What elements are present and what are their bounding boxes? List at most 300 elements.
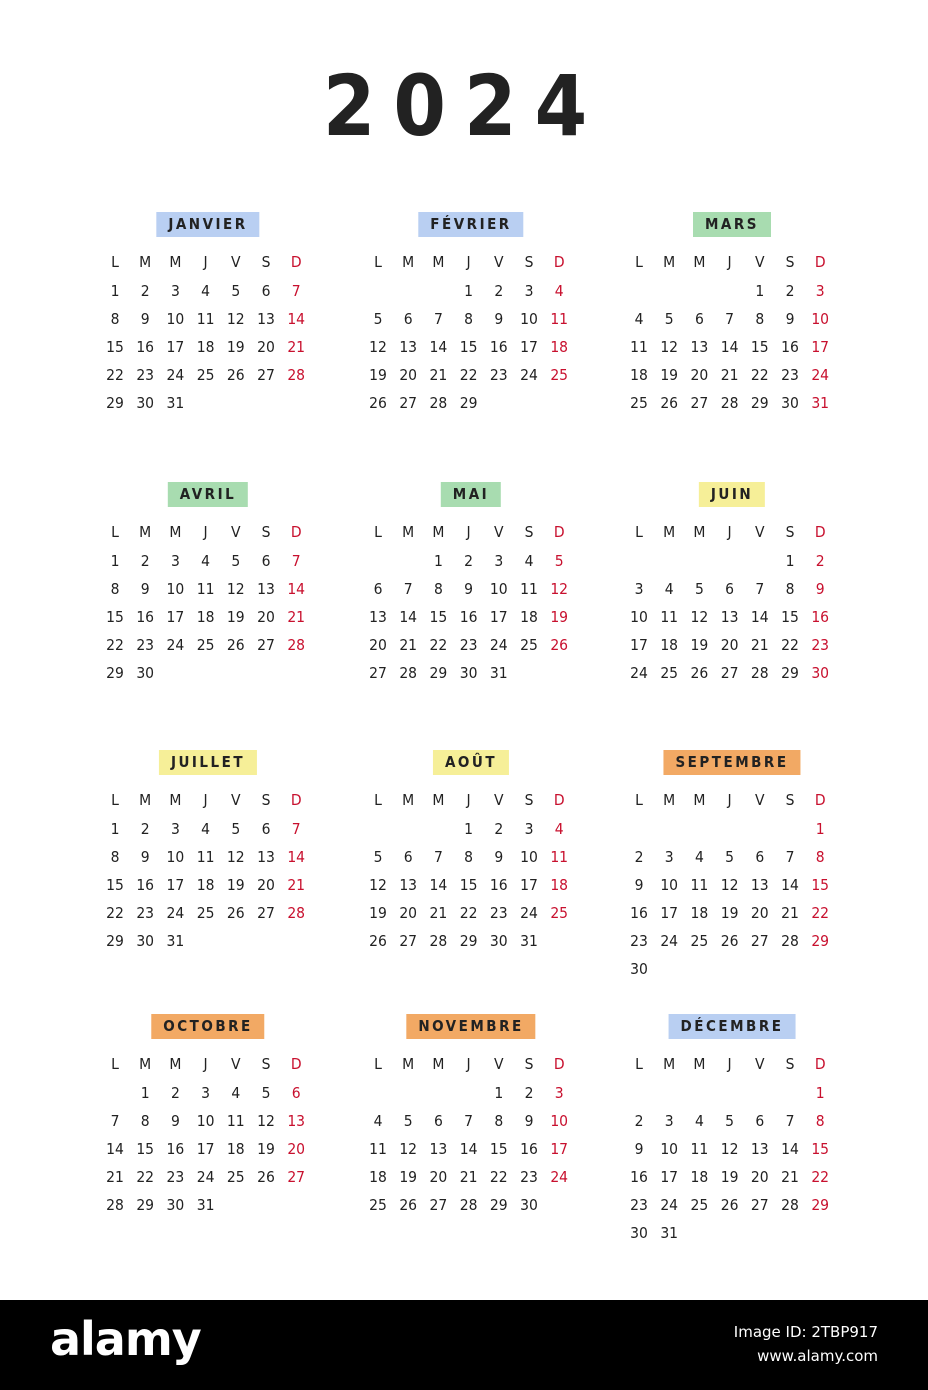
day-cell: 18 (550, 876, 569, 894)
day-cell: 2 (464, 552, 474, 570)
day-cell: 28 (459, 1196, 478, 1214)
day-cell: 15 (750, 338, 769, 356)
day-cell: 27 (399, 394, 418, 412)
day-cell: 29 (459, 394, 478, 412)
day-cell: 29 (781, 664, 799, 682)
day-cell: 9 (785, 310, 795, 328)
day-cell: 22 (750, 366, 769, 384)
weekday-header: M (663, 791, 676, 809)
weekday-header: M (402, 1055, 415, 1073)
day-cell: 13 (750, 876, 769, 894)
weekday-header: J (727, 1055, 732, 1073)
day-cell: 6 (261, 820, 271, 838)
day-cell: 8 (110, 848, 120, 866)
day-cell: 24 (660, 1196, 679, 1214)
day-cell: 22 (781, 636, 799, 654)
day-cell: 24 (811, 366, 830, 384)
day-cell: 14 (429, 876, 448, 894)
alamy-logo: alamy (50, 1312, 201, 1366)
weekday-header: S (261, 253, 271, 271)
day-cell: 1 (815, 1084, 825, 1102)
day-cell: 13 (369, 608, 387, 626)
day-cell: 31 (660, 1224, 679, 1242)
day-cell: 7 (785, 1112, 795, 1130)
day-cell: 24 (489, 636, 508, 654)
day-cell: 21 (429, 366, 448, 384)
day-cell: 12 (690, 608, 709, 626)
day-cell: 14 (750, 608, 769, 626)
day-cell: 18 (520, 608, 538, 626)
day-cell: 26 (660, 394, 679, 412)
day-cell: 2 (785, 282, 795, 300)
day-cell: 8 (494, 1112, 504, 1130)
day-cell: 13 (690, 338, 709, 356)
day-cell: 30 (811, 664, 830, 682)
day-cell: 6 (261, 552, 271, 570)
day-cell: 6 (291, 1084, 301, 1102)
day-cell: 27 (257, 904, 275, 922)
weekday-header: D (553, 253, 565, 271)
weekday-header: M (139, 253, 152, 271)
weekday-header: V (494, 1055, 504, 1073)
weekday-header: L (635, 523, 643, 541)
day-cell: 20 (257, 608, 275, 626)
footer-meta (734, 1320, 878, 1368)
day-cell: 16 (630, 1168, 648, 1186)
day-cell: 18 (196, 608, 215, 626)
day-cell: 24 (520, 366, 538, 384)
day-cell: 5 (261, 1084, 271, 1102)
day-cell: 28 (429, 932, 448, 950)
day-cell: 5 (725, 1112, 735, 1130)
day-cell: 4 (554, 820, 564, 838)
day-cell: 4 (694, 848, 704, 866)
day-cell: 2 (140, 282, 150, 300)
day-cell: 14 (287, 580, 306, 598)
day-cell: 5 (373, 848, 383, 866)
day-cell: 17 (811, 338, 830, 356)
day-cell: 30 (136, 664, 155, 682)
day-cell: 11 (660, 608, 679, 626)
day-cell: 26 (226, 366, 245, 384)
day-cell: 30 (630, 1224, 648, 1242)
day-cell: 23 (630, 1196, 648, 1214)
day-cell: 31 (811, 394, 830, 412)
weekday-header: D (814, 253, 826, 271)
weekday-header: V (231, 791, 241, 809)
weekday-header: M (402, 253, 415, 271)
weekday-header: D (553, 523, 565, 541)
day-cell: 28 (750, 664, 769, 682)
day-cell: 18 (630, 366, 648, 384)
day-cell: 17 (520, 876, 538, 894)
day-cell: 7 (464, 1112, 474, 1130)
day-cell: 30 (781, 394, 799, 412)
day-cell: 5 (664, 310, 674, 328)
weekday-header: J (466, 253, 471, 271)
month-label: MAI (441, 482, 501, 507)
day-cell: 9 (140, 580, 150, 598)
day-cell: 26 (257, 1168, 275, 1186)
day-cell: 13 (429, 1140, 448, 1158)
day-cell: 8 (785, 580, 795, 598)
day-cell: 14 (459, 1140, 478, 1158)
day-cell: 2 (634, 1112, 644, 1130)
day-cell: 6 (433, 1112, 443, 1130)
day-cell: 19 (257, 1140, 275, 1158)
day-cell: 5 (231, 820, 241, 838)
day-cell: 3 (815, 282, 825, 300)
day-cell: 17 (166, 608, 185, 626)
day-cell: 14 (287, 848, 306, 866)
day-cell: 6 (403, 848, 413, 866)
day-cell: 10 (660, 876, 679, 894)
day-cell: 4 (554, 282, 564, 300)
day-cell: 9 (634, 1140, 644, 1158)
day-cell: 7 (291, 282, 301, 300)
day-cell: 27 (287, 1168, 306, 1186)
day-cell: 15 (811, 876, 830, 894)
day-cell: 16 (489, 876, 508, 894)
weekday-header: J (727, 791, 732, 809)
weekday-header: V (231, 523, 241, 541)
day-cell: 1 (140, 1084, 150, 1102)
day-cell: 12 (226, 310, 245, 328)
day-cell: 27 (369, 664, 387, 682)
day-cell: 23 (459, 636, 478, 654)
day-cell: 10 (660, 1140, 679, 1158)
day-cell: 24 (196, 1168, 215, 1186)
day-cell: 12 (369, 876, 387, 894)
day-cell: 28 (399, 664, 418, 682)
day-cell: 30 (630, 960, 648, 978)
day-cell: 17 (520, 338, 538, 356)
day-cell: 26 (720, 932, 739, 950)
day-cell: 31 (520, 932, 538, 950)
day-cell: 8 (140, 1112, 150, 1130)
day-cell: 20 (750, 904, 769, 922)
weekday-header: L (374, 791, 382, 809)
weekday-header: M (402, 523, 415, 541)
day-cell: 10 (166, 310, 185, 328)
day-cell: 18 (226, 1140, 245, 1158)
day-cell: 16 (520, 1140, 538, 1158)
day-cell: 9 (464, 580, 474, 598)
day-cell: 8 (815, 848, 825, 866)
day-cell: 1 (755, 282, 765, 300)
weekday-header: V (231, 1055, 241, 1073)
day-cell: 3 (634, 580, 644, 598)
day-cell: 20 (399, 366, 418, 384)
day-cell: 18 (550, 338, 569, 356)
weekday-header: J (203, 253, 208, 271)
day-cell: 22 (106, 366, 124, 384)
weekday-header: D (814, 523, 826, 541)
day-cell: 30 (459, 664, 478, 682)
weekday-header: L (374, 1055, 382, 1073)
day-cell: 22 (489, 1168, 508, 1186)
day-cell: 7 (291, 552, 301, 570)
day-cell: 25 (196, 904, 215, 922)
weekday-header: D (814, 791, 826, 809)
day-cell: 7 (755, 580, 765, 598)
day-cell: 5 (554, 552, 564, 570)
day-cell: 2 (815, 552, 825, 570)
weekday-header: D (553, 1055, 565, 1073)
day-cell: 9 (494, 310, 504, 328)
weekday-header: J (466, 1055, 471, 1073)
day-cell: 21 (287, 338, 306, 356)
day-cell: 29 (489, 1196, 508, 1214)
day-cell: 23 (811, 636, 830, 654)
day-cell: 11 (196, 310, 215, 328)
day-cell: 6 (755, 848, 765, 866)
day-cell: 20 (429, 1168, 448, 1186)
day-cell: 22 (459, 904, 478, 922)
day-cell: 15 (459, 876, 478, 894)
day-cell: 16 (136, 338, 155, 356)
weekday-header: V (231, 253, 241, 271)
day-cell: 29 (106, 394, 124, 412)
day-cell: 19 (399, 1168, 418, 1186)
day-cell: 15 (106, 338, 124, 356)
day-cell: 17 (166, 338, 185, 356)
day-cell: 26 (369, 932, 387, 950)
day-cell: 4 (664, 580, 674, 598)
day-cell: 20 (369, 636, 387, 654)
day-cell: 10 (550, 1112, 569, 1130)
day-cell: 22 (811, 1168, 830, 1186)
weekday-header: L (111, 791, 119, 809)
day-cell: 29 (106, 932, 124, 950)
weekday-header: L (374, 253, 382, 271)
weekday-header: S (524, 1055, 534, 1073)
day-cell: 11 (520, 580, 538, 598)
day-cell: 17 (196, 1140, 215, 1158)
day-cell: 4 (373, 1112, 383, 1130)
weekday-header: V (494, 523, 504, 541)
day-cell: 5 (694, 580, 704, 598)
day-cell: 10 (196, 1112, 215, 1130)
day-cell: 17 (660, 1168, 679, 1186)
day-cell: 22 (459, 366, 478, 384)
day-cell: 23 (630, 932, 648, 950)
day-cell: 26 (369, 394, 387, 412)
day-cell: 4 (201, 282, 211, 300)
day-cell: 9 (140, 310, 150, 328)
day-cell: 17 (660, 904, 679, 922)
day-cell: 1 (110, 552, 120, 570)
day-cell: 10 (166, 580, 185, 598)
day-cell: 7 (291, 820, 301, 838)
day-cell: 16 (489, 338, 508, 356)
day-cell: 13 (750, 1140, 769, 1158)
day-cell: 24 (166, 636, 185, 654)
day-cell: 10 (166, 848, 185, 866)
weekday-header: D (553, 791, 565, 809)
weekday-header: S (524, 791, 534, 809)
day-cell: 14 (781, 1140, 799, 1158)
day-cell: 11 (550, 310, 569, 328)
day-cell: 19 (550, 608, 569, 626)
day-cell: 12 (399, 1140, 418, 1158)
day-cell: 6 (694, 310, 704, 328)
day-cell: 19 (226, 608, 245, 626)
day-cell: 2 (634, 848, 644, 866)
weekday-header: S (785, 253, 795, 271)
day-cell: 30 (136, 394, 155, 412)
day-cell: 18 (196, 338, 215, 356)
day-cell: 28 (781, 1196, 799, 1214)
day-cell: 7 (433, 848, 443, 866)
day-cell: 22 (811, 904, 830, 922)
day-cell: 26 (690, 664, 709, 682)
day-cell: 12 (550, 580, 569, 598)
day-cell: 15 (106, 876, 124, 894)
weekday-header: J (466, 791, 471, 809)
day-cell: 20 (690, 366, 709, 384)
day-cell: 27 (720, 664, 739, 682)
weekday-header: M (693, 253, 706, 271)
image-id: Image ID: 2TBP917 (733, 1323, 878, 1341)
day-cell: 14 (720, 338, 739, 356)
day-cell: 5 (373, 310, 383, 328)
month-label: JUILLET (159, 750, 257, 775)
day-cell: 12 (369, 338, 387, 356)
day-cell: 26 (550, 636, 569, 654)
day-cell: 25 (196, 636, 215, 654)
weekday-header: M (432, 253, 445, 271)
weekday-header: S (785, 1055, 795, 1073)
day-cell: 23 (136, 366, 155, 384)
weekday-header: M (432, 1055, 445, 1073)
day-cell: 18 (690, 904, 709, 922)
day-cell: 26 (226, 904, 245, 922)
day-cell: 23 (136, 636, 155, 654)
day-cell: 24 (166, 366, 185, 384)
site-url: www.alamy.com (757, 1347, 878, 1365)
day-cell: 16 (781, 338, 799, 356)
day-cell: 27 (429, 1196, 448, 1214)
day-cell: 28 (287, 366, 306, 384)
weekday-header: M (139, 1055, 152, 1073)
weekday-header: M (139, 523, 152, 541)
day-cell: 20 (720, 636, 739, 654)
day-cell: 26 (226, 636, 245, 654)
day-cell: 17 (550, 1140, 569, 1158)
day-cell: 31 (489, 664, 508, 682)
day-cell: 29 (750, 394, 769, 412)
day-cell: 8 (464, 310, 474, 328)
day-cell: 17 (630, 636, 648, 654)
day-cell: 11 (690, 1140, 709, 1158)
weekday-header: D (290, 253, 302, 271)
weekday-header: S (524, 253, 534, 271)
weekday-header: M (663, 253, 676, 271)
weekday-header: L (635, 1055, 643, 1073)
day-cell: 24 (630, 664, 648, 682)
day-cell: 18 (196, 876, 215, 894)
weekday-header: M (693, 791, 706, 809)
weekday-header: S (524, 523, 534, 541)
day-cell: 18 (690, 1168, 709, 1186)
day-cell: 10 (630, 608, 648, 626)
day-cell: 2 (140, 820, 150, 838)
day-cell: 21 (781, 904, 799, 922)
day-cell: 11 (226, 1112, 245, 1130)
day-cell: 14 (106, 1140, 124, 1158)
weekday-header: S (261, 523, 271, 541)
day-cell: 5 (231, 552, 241, 570)
day-cell: 20 (257, 338, 275, 356)
day-cell: 16 (459, 608, 478, 626)
weekday-header: L (111, 523, 119, 541)
weekday-header: M (432, 523, 445, 541)
day-cell: 17 (166, 876, 185, 894)
day-cell: 10 (489, 580, 508, 598)
day-cell: 30 (489, 932, 508, 950)
year-title: 2024 (322, 57, 606, 155)
day-cell: 2 (170, 1084, 180, 1102)
weekday-header: V (755, 253, 765, 271)
day-cell: 10 (520, 848, 538, 866)
day-cell: 31 (166, 394, 185, 412)
day-cell: 5 (725, 848, 735, 866)
day-cell: 30 (166, 1196, 185, 1214)
day-cell: 18 (660, 636, 679, 654)
day-cell: 20 (399, 904, 418, 922)
day-cell: 21 (287, 876, 306, 894)
day-cell: 11 (630, 338, 648, 356)
month-label: JUIN (699, 482, 765, 507)
month-label: NOVEMBRE (406, 1014, 535, 1039)
day-cell: 13 (257, 310, 275, 328)
day-cell: 15 (136, 1140, 155, 1158)
day-cell: 27 (750, 1196, 769, 1214)
day-cell: 9 (170, 1112, 180, 1130)
day-cell: 3 (494, 552, 504, 570)
weekday-header: M (663, 523, 676, 541)
day-cell: 27 (257, 366, 275, 384)
day-cell: 23 (489, 904, 508, 922)
day-cell: 22 (136, 1168, 155, 1186)
day-cell: 12 (720, 1140, 739, 1158)
day-cell: 13 (257, 580, 275, 598)
day-cell: 9 (815, 580, 825, 598)
day-cell: 29 (811, 1196, 830, 1214)
day-cell: 12 (660, 338, 679, 356)
day-cell: 21 (720, 366, 739, 384)
day-cell: 11 (196, 848, 215, 866)
day-cell: 19 (369, 904, 387, 922)
day-cell: 12 (257, 1112, 275, 1130)
weekday-header: V (494, 253, 504, 271)
day-cell: 6 (261, 282, 271, 300)
weekday-header: M (169, 1055, 182, 1073)
day-cell: 11 (196, 580, 215, 598)
day-cell: 1 (110, 282, 120, 300)
day-cell: 7 (433, 310, 443, 328)
day-cell: 28 (287, 904, 306, 922)
day-cell: 6 (403, 310, 413, 328)
day-cell: 15 (459, 338, 478, 356)
month-label: JANVIER (156, 212, 259, 237)
day-cell: 12 (720, 876, 739, 894)
month-label: SEPTEMBRE (663, 750, 800, 775)
day-cell: 20 (750, 1168, 769, 1186)
day-cell: 21 (459, 1168, 478, 1186)
day-cell: 1 (785, 552, 795, 570)
